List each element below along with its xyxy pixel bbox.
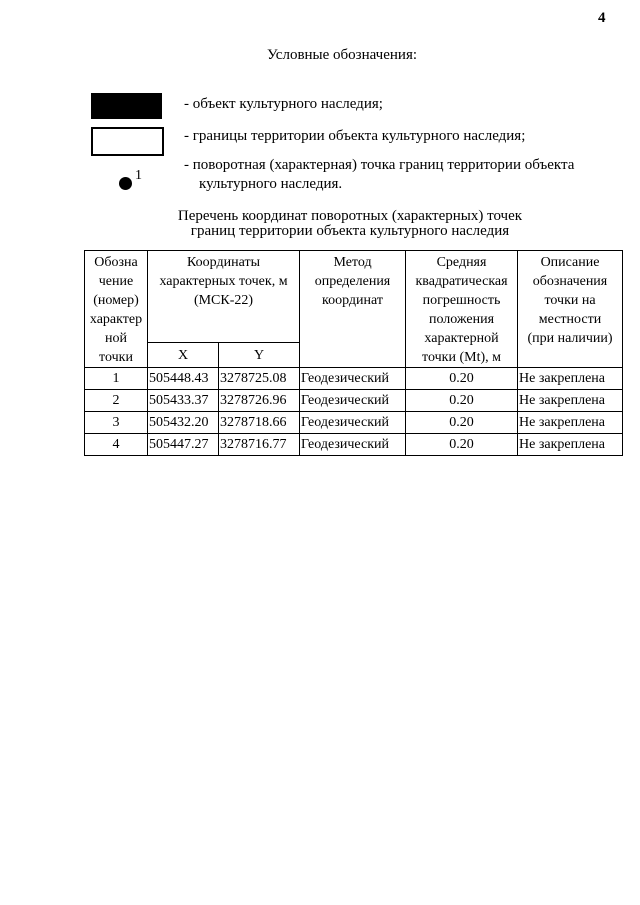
cell-x: 505433.37: [148, 390, 219, 412]
cell-x: 505447.27: [148, 434, 219, 456]
turning-point-symbol: [119, 177, 132, 190]
cell-y: 3278725.08: [219, 368, 300, 390]
turning-point-symbol-label: 1: [135, 168, 142, 183]
cultural-object-symbol: [91, 93, 162, 119]
cell-description: Не закреплена: [518, 368, 623, 390]
cell-mean-error: 0.20: [406, 434, 518, 456]
cell-method: Геодезический: [300, 390, 406, 412]
legend-item-territory-boundary: - границы территории объекта культурного наследия;: [184, 128, 526, 144]
cell-method: Геодезический: [300, 434, 406, 456]
cell-method: Геодезический: [300, 412, 406, 434]
table-row: [85, 368, 623, 390]
header-y: Y: [219, 343, 300, 368]
table-title-line1: Перечень координат поворотных (характерных) точек: [177, 208, 523, 224]
page-number: 4: [598, 10, 606, 26]
coordinates-table: [84, 250, 623, 456]
cell-point-number: 4: [85, 434, 148, 456]
cell-x: 505432.20: [148, 412, 219, 434]
header-x: X: [148, 343, 219, 368]
cell-description: Не закреплена: [518, 434, 623, 456]
table-title-line2: границ территории объекта культурного наследия: [190, 223, 510, 239]
legend-item-turning-point-line2: культурного наследия.: [199, 176, 343, 192]
cell-point-number: 3: [85, 412, 148, 434]
cell-x: 505448.43: [148, 368, 219, 390]
legend-item-turning-point-line1: - поворотная (характерная) точка границ территории объекта: [184, 157, 575, 173]
header-coordinates: Координаты характерных точек, м (МСК-22): [148, 251, 300, 343]
header-mean-error: Средняя квадратическая погрешность положения характерной точки (Mt), м: [406, 251, 518, 368]
header-description: Описание обозначения точки на местности (при наличии): [518, 251, 623, 368]
table-header-row: [85, 251, 623, 343]
cell-y: 3278726.96: [219, 390, 300, 412]
cell-point-number: 1: [85, 368, 148, 390]
cell-mean-error: 0.20: [406, 368, 518, 390]
legend-title: Условные обозначения:: [266, 47, 418, 63]
territory-boundary-symbol: [91, 127, 164, 156]
cell-mean-error: 0.20: [406, 390, 518, 412]
cell-point-number: 2: [85, 390, 148, 412]
cell-description: Не закреплена: [518, 412, 623, 434]
cell-y: 3278718.66: [219, 412, 300, 434]
header-point-number: Обозна чение (номер) характер ной точки: [85, 251, 148, 368]
cell-mean-error: 0.20: [406, 412, 518, 434]
cell-method: Геодезический: [300, 368, 406, 390]
header-method: Метод определения координат: [300, 251, 406, 368]
table-row: [85, 390, 623, 412]
cell-description: Не закреплена: [518, 390, 623, 412]
cell-y: 3278716.77: [219, 434, 300, 456]
table-row: [85, 434, 623, 456]
table-row: [85, 412, 623, 434]
legend-item-cultural-object: - объект культурного наследия;: [184, 96, 383, 112]
